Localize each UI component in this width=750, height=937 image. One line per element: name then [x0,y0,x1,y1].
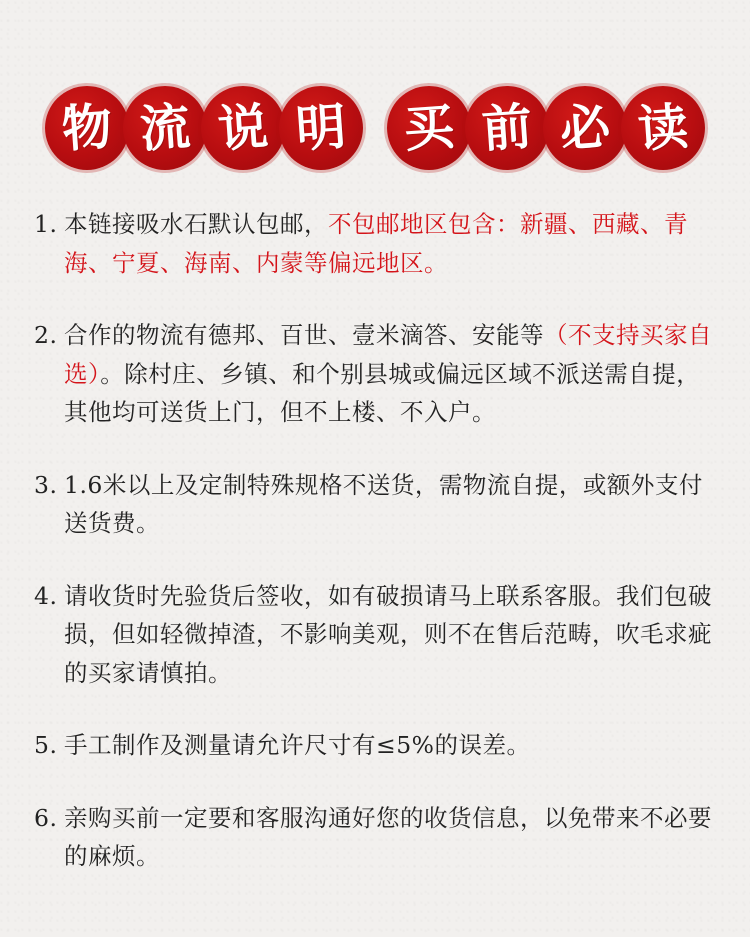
seal-char-text: 说 [215,96,270,159]
item-text [64,726,724,765]
seal-char-text: 必 [557,96,612,159]
notice-item [34,205,724,282]
heading-banner [0,78,750,178]
seal-char-text: 读 [635,96,690,159]
notice-item [34,466,724,543]
item-number: 4. [34,581,58,610]
notice-item [34,726,724,765]
heading-logistics-notice [45,86,363,170]
notice-list [34,205,724,876]
item-text [64,205,724,282]
notice-item [34,799,724,876]
item-number: 6. [34,803,58,832]
seal-char [543,86,627,170]
notice-item [34,316,724,432]
item-text [64,466,724,543]
seal-char-text: 流 [137,96,192,159]
item-text-part: 合作的物流有德邦、百世、壹米滴答、安能等 [64,321,544,349]
heading-must-read [387,86,705,170]
notice-item [34,577,724,693]
item-number: 3. [34,470,58,499]
seal-char [621,86,705,170]
item-text-part-highlight: 不包邮地区包含：新疆、西藏、青海、宁夏、海南、内蒙等偏远地区。 [64,210,688,277]
seal-char [123,86,207,170]
item-text-part-highlight: （不支持买家自选） [64,321,712,388]
seal-char [201,86,285,170]
item-number: 2. [34,321,58,349]
item-text [64,799,724,876]
item-text-part: 请收货时先验货后签收，如有破损请马上联系客服。我们包破损，但如轻微掉渣，不影响美观，则不在售后范畴，吹毛求疵的买家请慎拍。 [64,581,712,687]
seal-char-text: 买 [401,96,456,159]
item-text-part: 本链接吸水石默认包邮， [64,210,328,238]
item-text [64,316,724,432]
item-text-part: 。除村庄、乡镇、和个别县城或偏远区域不派送需自提，其他均可送货上门，但不上楼、不入户。 [64,359,701,426]
item-text-part: 亲购买前一定要和客服沟通好您的收货信息，以免带来不必要的麻烦。 [64,803,712,870]
item-text [64,577,724,693]
seal-char [465,86,549,170]
item-number: 5. [34,731,58,759]
seal-char-text: 明 [293,96,348,159]
seal-char-text: 前 [479,96,534,159]
item-number: 1. [34,210,58,238]
seal-char [45,86,129,170]
seal-char-text: 物 [59,96,114,159]
item-text-part: 手工制作及测量请允许尺寸有≤5%的误差。 [64,731,531,759]
seal-char [279,86,363,170]
seal-char [387,86,471,170]
item-text-part: 1.6米以上及定制特殊规格不送货，需物流自提，或额外支付送货费。 [64,470,703,537]
